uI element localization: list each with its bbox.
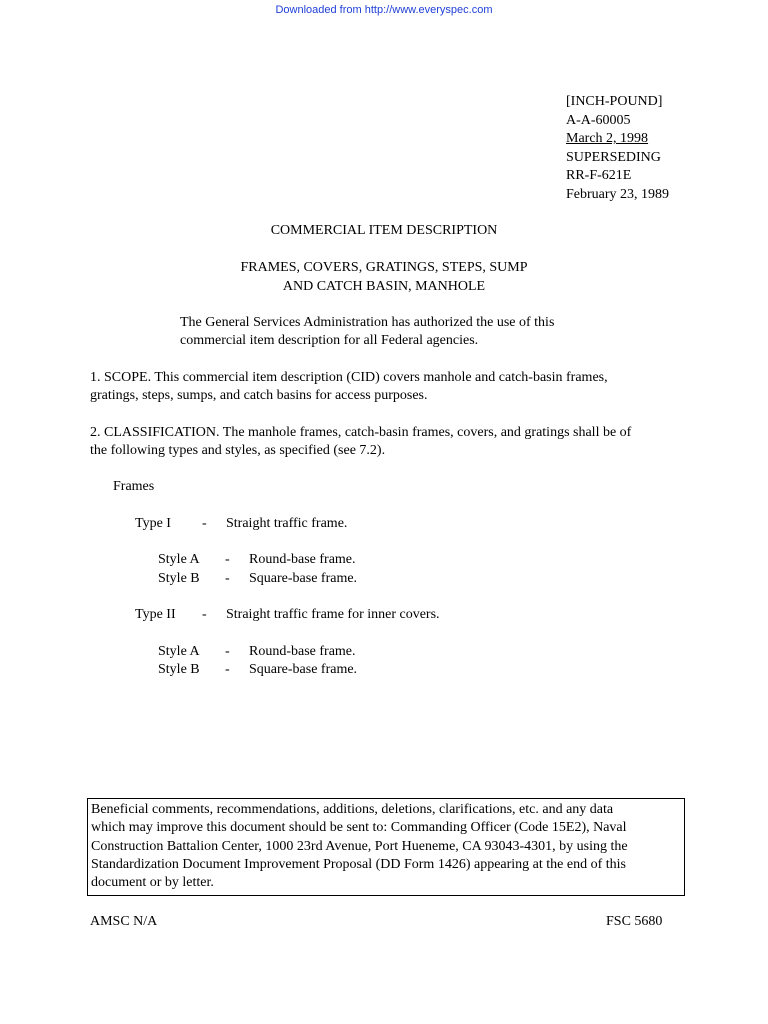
comments-notice-box [87,798,685,896]
type-1-style-b-dash: - [225,571,230,586]
superseding-label: SUPERSEDING [566,149,661,165]
frames-heading: Frames [113,479,155,494]
notice-line-1: Beneficial comments, recommendations, additions, deletions, clarifications, etc. and any data [91,802,614,817]
type-2-style-a-description: Round-base frame. [249,644,356,659]
type-2-style-b-description: Square-base frame. [249,662,358,677]
type-2-label: Type II [135,607,176,622]
type-1-style-a-dash: - [225,552,230,567]
type-1-style-b-description: Square-base frame. [249,571,358,586]
inch-pound-label: [INCH-POUND] [566,94,663,109]
title-line-1: FRAMES, COVERS, GRATINGS, STEPS, SUMP [240,260,528,275]
notice-line-2: which may improve this document should be sent to: Commanding Officer (Code 15E2), Naval [91,820,627,836]
document-title [0,259,768,296]
type-2-style-a-dash: - [225,644,230,659]
type-1-description: Straight traffic frame. [226,516,348,531]
notice-line-5: document or by letter. [91,875,214,891]
scope-section [90,369,608,406]
type-1-style-b-label: Style B [158,571,200,586]
type-1-style-a-label: Style A [158,552,200,567]
amsc-code: AMSC N/A [90,914,158,929]
type-1-label: Type I [135,516,171,531]
authorization-line-1: The General Services Administration has authorized the use of this [180,315,555,330]
type-1-dash: - [202,516,207,531]
download-source-link[interactable]: Downloaded from http://www.everyspec.com [275,4,493,16]
type-2-style-b-label: Style B [158,662,200,677]
document-date: March 2, 1998 [566,131,649,147]
type-1-style-a-description: Round-base frame. [249,552,356,567]
authorization-line-2: commercial item description for all Federal agencies. [180,333,479,349]
title-line-2: AND CATCH BASIN, MANHOLE [282,278,486,294]
document-type-heading: COMMERCIAL ITEM DESCRIPTION [270,223,498,238]
scope-line-1: 1. SCOPE. This commercial item description (CID) covers manhole and catch-basin frames, [90,370,608,385]
type-2-style-a-label: Style A [158,644,200,659]
superseded-document-date: February 23, 1989 [566,186,670,202]
type-2-style-b-dash: - [225,662,230,677]
fsc-code: FSC 5680 [606,914,663,929]
authorization-statement [180,314,554,351]
document-number: A-A-60005 [566,112,631,128]
classification-line-2: the following types and styles, as specified (see 7.2). [90,443,386,459]
scope-line-2: gratings, steps, sumps, and catch basins for access purposes. [90,388,428,404]
notice-line-4: Standardization Document Improvement Proposal (DD Form 1426) appearing at the end of this [91,856,626,872]
classification-line-1: 2. CLASSIFICATION. The manhole frames, catch-basin frames, covers, and gratings shall be of [90,425,632,440]
notice-line-3: Construction Battalion Center, 1000 23rd Avenue, Port Hueneme, CA 93043-4301, by using the [91,838,628,854]
document-identifier-block [566,93,669,205]
classification-section [90,424,631,461]
type-2-dash: - [202,607,207,622]
type-2-description: Straight traffic frame for inner covers. [226,607,440,622]
superseded-document-number: RR-F-621E [566,168,632,184]
